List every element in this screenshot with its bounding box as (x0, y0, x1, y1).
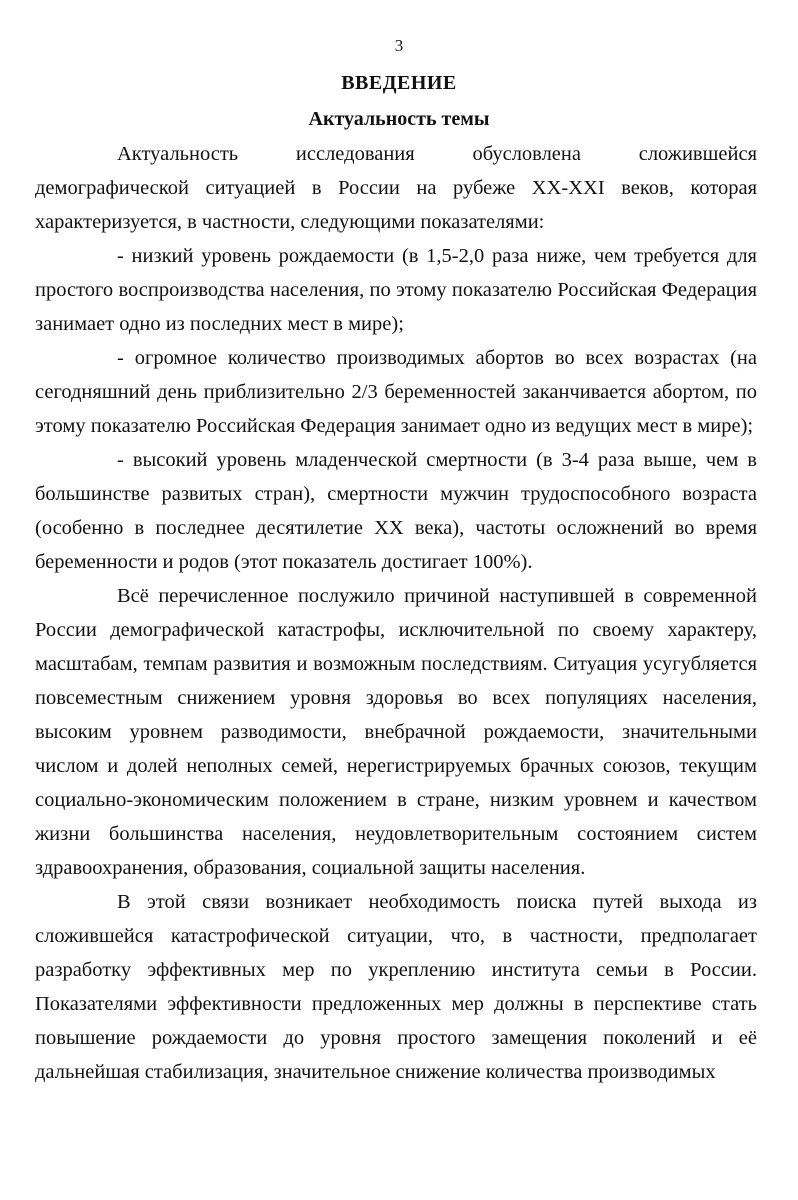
section-heading: ВВЕДЕНИЕ (341, 72, 457, 94)
paragraph-measures: В этой связи возникает необходимость поиска путей выхода из сложившейся катастрофической ситуации, что, в частности, предполагает разработку эффективных мер по укреплению института семьи в России. Показателями эффективности предложенных мер должны в перспективе стать повышение рождаемости до уровня простого замещения поколений и её дальнейшая стабилизация, значительное снижение количества производимых (35, 891, 757, 1083)
paragraph-list-item-abortions: - огромное количество производимых абортов во всех возрастах (на сегодняшний день приблизительно 2/3 беременностей заканчивается абортом, по этому показателю Российская Федерация занимает одно из ведущих мест в мире); (35, 347, 757, 437)
paragraph-list-item-birth-rate: - низкий уровень рождаемости (в 1,5-2,0 раза ниже, чем требуется для простого воспроизводства населения, по этому показателю Российская Федерация занимает одно из последних мест в мире); (35, 245, 757, 335)
paragraph-intro: Актуальность исследования обусловлена сложившейся демографической ситуацией в России на рубеже XX-XXI веков, которая характеризуется, в частности, следующими показателями: (35, 143, 757, 233)
section-subheading: Актуальность темы (308, 108, 490, 130)
paragraph-list-item-mortality: - высокий уровень младенческой смертности (в 3-4 раза выше, чем в большинстве развитых стран), смертности мужчин трудоспособного возраста (особенно в последнее десятилетие XX века), частоты осложнений во время беременности и родов (этот показатель достигает 100%). (35, 449, 757, 573)
page-number: 3 (394, 36, 404, 55)
body-text (35, 137, 757, 1089)
paragraph-catastrophe: Всё перечисленное послужило причиной наступившей в современной России демографической катастрофы, исключительной по своему характеру, масштабам, темпам развития и возможным последствиям. Ситуация усугубляется повсеместным снижением уровня здоровья во всех популяциях населения, высоким уровнем разводимости, внебрачной рождаемости, значительными числом и долей неполных семей, нерегистрируемых брачных союзов, текущим социально-экономическим положением в стране, низким уровнем и качеством жизни большинства населения, неудовлетворительным состоянием систем здравоохранения, образования, социальной защиты населения. (35, 585, 757, 879)
